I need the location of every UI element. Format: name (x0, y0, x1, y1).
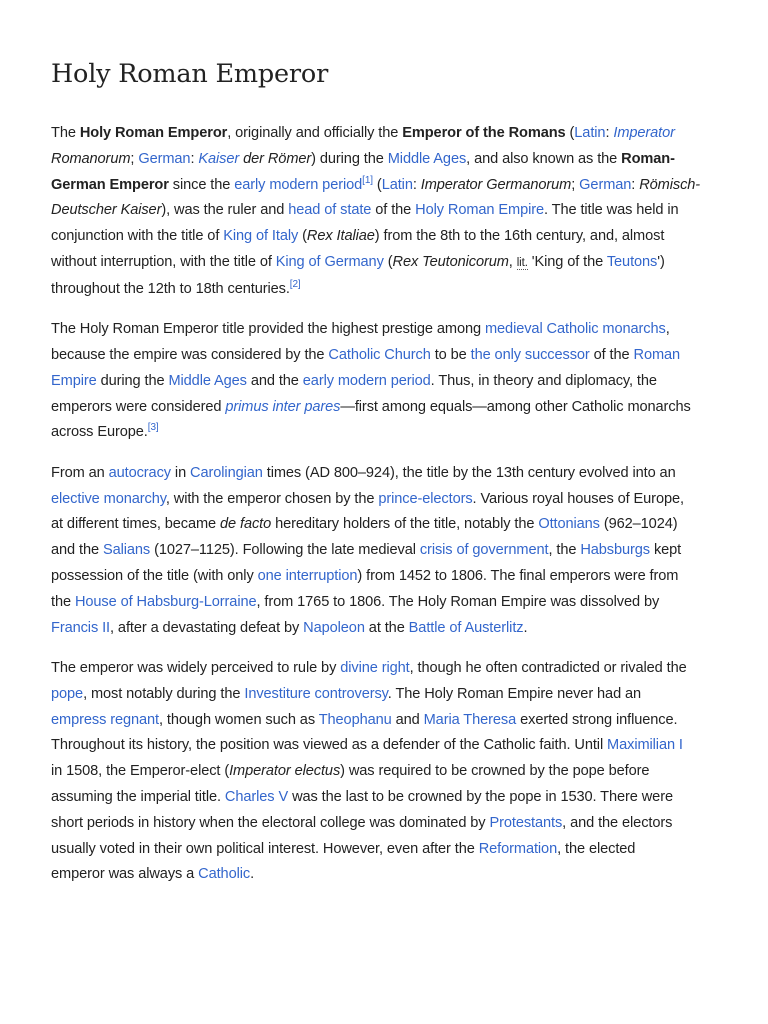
wiki-link[interactable]: divine right (340, 659, 410, 676)
abbreviation: lit. (516, 256, 528, 269)
text-line (51, 616, 718, 642)
text-run: Throughout its history, the position was viewed as a defender of the Catholic faith. Until (51, 737, 608, 754)
wiki-link[interactable]: Reformation (478, 840, 558, 857)
italic-text: de facto (220, 516, 272, 533)
italic-text: Rex Italiae (306, 228, 375, 245)
text-line (51, 317, 718, 343)
text-line (51, 461, 718, 487)
wiki-link[interactable]: Battle of Austerlitz (408, 619, 524, 636)
text-line (51, 862, 718, 888)
wiki-link[interactable]: Maria Theresa (423, 711, 517, 728)
text-run: emperors were considered (51, 398, 226, 415)
wiki-link[interactable]: prince-electors (378, 490, 473, 507)
wiki-link[interactable]: German (138, 150, 191, 167)
bold-text: Emperor of the Romans (402, 125, 566, 141)
paragraph (51, 121, 718, 303)
text-line (51, 837, 718, 863)
text-run: The (51, 125, 80, 141)
text-run: ) from 1452 to 1806. The final emperors were from (357, 567, 679, 584)
text-run: and (391, 711, 424, 728)
text-line (51, 538, 718, 564)
text-run: 'King of the (527, 253, 607, 270)
text-run: emperor was always a (51, 866, 199, 883)
text-run: , from 1765 to 1806. The Holy Roman Empire was dissolved by (256, 593, 660, 610)
text-run: The Holy Roman Emperor title provided the highest prestige among (51, 321, 485, 338)
text-run: : (412, 176, 421, 193)
text-line (51, 250, 718, 277)
citation-link[interactable]: [2] (289, 278, 301, 290)
wiki-link[interactable]: one interruption (257, 567, 358, 584)
text-run: of the (589, 346, 634, 363)
italic-text: Imperator electus (229, 763, 341, 780)
text-run: , (508, 253, 517, 270)
text-run: (1027–1125). Following the late medieval (150, 542, 420, 559)
wiki-link[interactable]: empress regnant (51, 711, 160, 728)
text-run: was the last to be crowned by the pope in 1530. There were (288, 788, 673, 805)
wiki-link[interactable]: House of Habsburg-Lorraine (74, 593, 257, 610)
text-run: kept (650, 542, 682, 559)
bold-text: German Emperor (51, 176, 169, 193)
wiki-link[interactable]: medieval Catholic monarchs (484, 321, 666, 338)
text-run: . The title was held in (544, 202, 679, 219)
text-line (51, 173, 718, 199)
text-run: ( (565, 125, 575, 141)
text-run: in (170, 464, 191, 481)
text-run: : (605, 125, 614, 141)
text-line (51, 369, 718, 395)
text-run: at different times, became (51, 516, 220, 533)
wiki-link[interactable]: Francis II (51, 619, 111, 636)
text-line (51, 343, 718, 369)
citation-link[interactable]: [3] (147, 422, 159, 434)
text-line (51, 811, 718, 837)
text-run: ) was required to be crowned by the pope before (340, 763, 650, 780)
wiki-link[interactable]: King of Italy (223, 228, 299, 245)
text-run: ) from the 8th to the 16th century, and, almost (374, 228, 665, 245)
article-body (51, 121, 718, 888)
italic-text: Romanorum (51, 150, 131, 167)
text-run: times (AD 800–924), the title by the 13th century evolved into an (262, 464, 676, 481)
text-run: in 1508, the Emperor-elect ( (51, 763, 230, 780)
text-run: usually voted in their own political interest. However, even after the (51, 840, 479, 857)
wiki-link[interactable]: Middle Ages (168, 372, 247, 389)
text-run: , though women such as (159, 711, 319, 728)
wiki-link[interactable]: Roman (633, 346, 681, 363)
text-line (51, 682, 718, 708)
text-run: . (523, 619, 528, 636)
wiki-link[interactable]: Theophanu (318, 711, 392, 728)
text-line (51, 785, 718, 811)
wiki-link[interactable]: Latin (381, 176, 413, 193)
bold-text: Holy Roman Emperor (79, 125, 228, 141)
wiki-link[interactable]: Empire (51, 372, 97, 389)
italic-text: Imperator Germanorum (420, 176, 572, 193)
wiki-link[interactable]: the only successor (470, 346, 590, 363)
text-line (51, 121, 718, 147)
text-run: to be (430, 346, 471, 363)
text-line (51, 147, 718, 173)
text-run: , the (548, 542, 581, 559)
text-run: ( (298, 228, 307, 245)
text-run: : (190, 150, 199, 167)
paragraph (51, 317, 718, 446)
wiki-link[interactable]: Habsburgs (580, 542, 650, 559)
text-run: exerted strong influence. (516, 711, 678, 728)
text-run: . Thus, in theory and diplomacy, the (430, 372, 657, 389)
wiki-link[interactable]: Charles V (224, 788, 289, 805)
text-line (51, 420, 718, 446)
text-run: ) during the (311, 150, 388, 167)
text-run: . (250, 866, 255, 883)
text-run: , though he often contradicted or rivaled the (409, 659, 687, 676)
text-run: ; (130, 150, 139, 167)
text-line (51, 487, 718, 513)
wiki-link[interactable]: Ottonians (538, 516, 600, 533)
text-line (51, 656, 718, 682)
wiki-link[interactable]: Napoleon (303, 619, 365, 636)
wiki-link[interactable]: crisis of government (419, 542, 549, 559)
wiki-link[interactable]: King of Germany (275, 253, 384, 270)
text-run: across Europe. (51, 424, 148, 441)
wiki-link[interactable]: German (579, 176, 632, 193)
text-line (51, 759, 718, 785)
wiki-link[interactable]: Holy Roman Empire (415, 202, 545, 219)
paragraph (51, 461, 718, 642)
text-run: , and the electors (562, 814, 673, 831)
text-run: possession of the title (with only (51, 567, 258, 584)
text-run: (962–1024) (599, 516, 678, 533)
text-run: throughout the 12th to 18th centuries. (51, 280, 290, 297)
text-run: . The Holy Roman Empire never had an (387, 685, 642, 702)
wiki-link[interactable]: Kaiser (198, 150, 240, 167)
text-run: without interruption, with the title of (51, 253, 276, 270)
text-line (51, 564, 718, 590)
text-run: , the elected (557, 840, 636, 857)
text-run: the (51, 593, 75, 610)
text-run: hereditary holders of the title, notably the (271, 516, 539, 533)
text-run: , most notably during the (83, 685, 245, 702)
wiki-link[interactable]: Maximilian I (607, 737, 683, 754)
text-run: , (665, 321, 670, 338)
text-line (51, 733, 718, 759)
wiki-link[interactable]: head of state (288, 202, 372, 219)
text-run: The emperor was widely perceived to rule by (51, 659, 341, 676)
text-run: ; (571, 176, 580, 193)
text-run: , after a devastating defeat by (110, 619, 304, 636)
wiki-link[interactable]: Carolingian (190, 464, 263, 481)
wiki-link[interactable]: Teutons (606, 253, 658, 270)
text-run: , and also known as the (466, 150, 622, 167)
wiki-link[interactable]: autocracy (108, 464, 171, 481)
text-run: , originally and officially the (227, 125, 403, 141)
wiki-link[interactable]: Catholic Church (328, 346, 431, 363)
text-line (51, 708, 718, 734)
text-run: at the (364, 619, 409, 636)
text-run: conjunction with the title of (51, 228, 224, 245)
text-line (51, 590, 718, 616)
wiki-link[interactable]: Middle Ages (387, 150, 467, 167)
paragraph (51, 656, 718, 888)
wiki-link[interactable]: elective monarchy (51, 490, 166, 507)
wiki-link[interactable]: Imperator (613, 125, 675, 141)
text-run: short periods in history when the electoral college was dominated by (51, 814, 490, 831)
wiki-link[interactable]: Investiture controversy (244, 685, 388, 702)
italic-text: der Römer (239, 150, 312, 167)
wiki-link[interactable]: pope (51, 685, 84, 702)
text-line (51, 277, 718, 303)
wiki-link[interactable]: Salians (102, 542, 151, 559)
text-run: and the (246, 372, 303, 389)
wiki-link[interactable]: Protestants (489, 814, 563, 831)
text-run: during the (96, 372, 169, 389)
wiki-link[interactable]: primus inter pares (225, 398, 341, 415)
text-line (51, 224, 718, 250)
page-title: Holy Roman Emperor (51, 59, 329, 89)
italic-text: Rex Teutonicorum (392, 253, 509, 270)
wiki-link[interactable]: early modern period (234, 176, 363, 193)
text-line (51, 512, 718, 538)
text-line (51, 395, 718, 421)
text-run: ( (372, 176, 382, 193)
text-run: . Various royal houses of Europe, (472, 490, 684, 507)
text-run: , with the emperor chosen by the (165, 490, 379, 507)
wiki-link[interactable]: Latin (574, 125, 606, 141)
text-run: since the (168, 176, 235, 193)
italic-text: Römisch- (639, 176, 701, 193)
text-run: : (631, 176, 640, 193)
text-run: ), was the ruler and (161, 202, 289, 219)
text-run: ') (657, 253, 665, 270)
text-run: because the empire was considered by the (51, 346, 329, 363)
text-run: —first among equals—among other Catholic monarchs (340, 398, 691, 415)
text-run: assuming the imperial title. (51, 788, 225, 805)
wiki-link[interactable]: early modern period (302, 372, 431, 389)
bold-text: Roman- (621, 150, 675, 167)
citation-link[interactable]: [1] (362, 174, 373, 186)
wiki-link[interactable]: Catholic (198, 866, 251, 883)
text-run: and the (51, 542, 103, 559)
text-run: ( (383, 253, 393, 270)
text-run: of the (371, 202, 416, 219)
text-line (51, 198, 718, 224)
italic-text: Deutscher Kaiser (51, 202, 162, 219)
text-run: From an (51, 464, 109, 481)
